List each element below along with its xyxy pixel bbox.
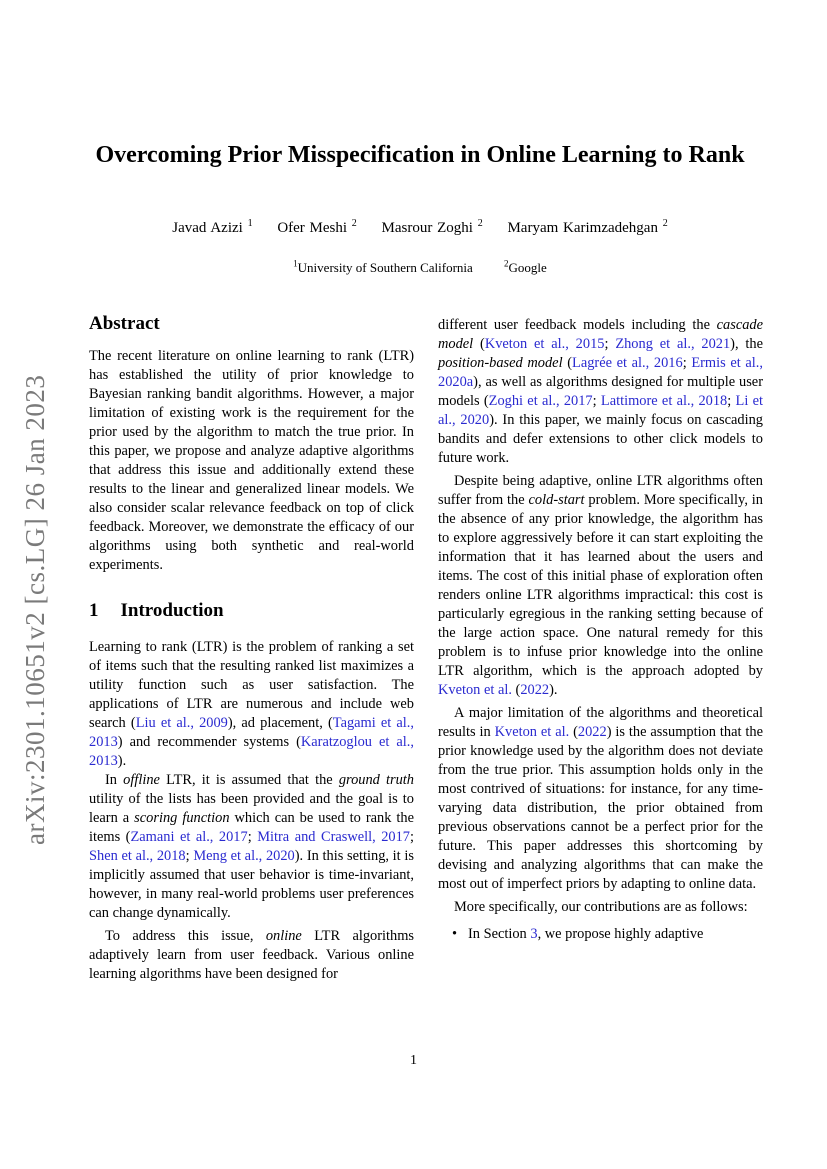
affiliation: $^2$Google	[504, 259, 547, 276]
citation-link[interactable]: Mitra and Craswell, 2017	[257, 829, 411, 845]
section-link[interactable]: 3	[530, 926, 538, 942]
affiliation-list	[90, 259, 750, 276]
body-paragraph: Despite being adaptive, online LTR algorithms often suffer from the cold-start problem. More specifically, in the absence of any prior knowledge, the algorithm has to explore aggressively before it can start exploiting the information that it has learned about the users and items. The cost of this initial phase of exploration often renders online LTR algorithms impractical: this cost is particularly egregious in the ranking setting because of the large action space. One natural remedy for this problem is to infuse prior knowledge into the online LTR algorithm, which is the approach adopted by Kveton et al. (2022).	[438, 473, 763, 698]
citation-link[interactable]: Shen et al., 2018	[89, 848, 186, 864]
citation-link[interactable]: Karatzoglou et al., 2013	[89, 734, 414, 769]
citation-link[interactable]: Lattimore et al., 2018	[600, 393, 728, 409]
intro-paragraph: In offline LTR, it is assumed that the ground truth utility of the lists has been provided and the goal is to learn a scoring function which can be used to rank the items (Zamani et al., 2017; Mitra and Craswell, 2017; Shen et al., 2018; Meng et al., 2020). In this setting, it is implicitly assumed that user behavior is time-invariant, however, in many real-world problems user preferences can change dynamically.	[89, 772, 415, 921]
page-number: 1	[410, 1053, 417, 1068]
citation-link[interactable]: Liu et al., 2009	[135, 715, 228, 731]
citation-link[interactable]: Kveton et al.	[494, 724, 570, 740]
arxiv-identifier: arXiv:2301.10651v2 [cs.LG] 26 Jan 2023	[20, 374, 50, 845]
left-column	[89, 314, 414, 984]
author: Javad Azizi $^1$	[172, 218, 253, 236]
citation-link[interactable]: Kveton et al., 2015	[484, 336, 605, 352]
contribution-bullet: • In Section 3, we propose highly adaptive	[452, 926, 704, 942]
paper-title: Overcoming Prior Misspecification in Online Learning to Rank	[95, 142, 745, 168]
body-paragraph: different user feedback models including the cascade model (Kveton et al., 2015; Zhong et al., 2021), the position-based model (Lagrée et al., 2016; Ermis et al., 2020a), as well as algorithms designed for multiple user models (Zoghi et al., 2017; Lattimore et al., 2018; Li et al., 2020). In this paper, we mainly focus on cascading bandits and defer extensions to other click models to future work.	[438, 317, 763, 466]
citation-link[interactable]: Tagami et al., 2013	[89, 715, 414, 750]
right-column	[438, 316, 763, 944]
citation-link[interactable]: Li et al., 2020	[438, 393, 763, 428]
bullet-icon: •	[452, 926, 458, 942]
author: Masrour Zoghi $^2$	[381, 218, 483, 236]
citation-link[interactable]: 2022	[520, 682, 550, 698]
intro-paragraph: To address this issue, online LTR algorithms adaptively learn from user feedback. Various online learning algorithms have been designed for	[89, 928, 415, 982]
citation-link[interactable]: Zamani et al., 2017	[130, 829, 248, 845]
intro-paragraph: Learning to rank (LTR) is the problem of ranking a set of items such that the resulting ranked list maximizes a utility function such as user satisfaction. The applications of LTR are numerous and include web search (Liu et al., 2009), ad placement, (Tagami et al., 2013) and recommender systems (Karatzoglou et al., 2013).	[89, 639, 414, 769]
abstract-heading: Abstract	[89, 313, 160, 334]
citation-link[interactable]: 2022	[577, 724, 607, 740]
citation-link[interactable]: Meng et al., 2020	[193, 848, 295, 864]
body-paragraph: More specifically, our contributions are as follows:	[454, 899, 748, 915]
citation-link[interactable]: Zhong et al., 2021	[615, 336, 731, 352]
abstract-text: The recent literature on online learning to rank (LTR) has established the utility of prior knowledge to Bayesian ranking bandit algorithms. However, a major limitation of existing work is the requirement for the prior used by the algorithm to match the true prior. In this paper, we propose and analyze adaptive algorithms that address this issue and additionally extend these results to the linear and generalized linear models. We also consider scalar relevance feedback on top of click feedback. Moreover, we demonstrate the efficacy of our algorithms using both synthetic and real-world experiments.	[89, 348, 414, 573]
citation-link[interactable]: Ermis et al., 2020a	[438, 355, 763, 390]
author: Ofer Meshi $^2$	[277, 218, 357, 236]
citation-link[interactable]: Lagrée et al., 2016	[572, 355, 683, 371]
citation-link[interactable]: Kveton et al.	[438, 682, 512, 698]
author-list	[90, 218, 750, 237]
citation-link[interactable]: Zoghi et al., 2017	[488, 393, 593, 409]
affiliation: $^1$University of Southern California	[293, 259, 473, 276]
author: Maryam Karimzadehgan $^2$	[507, 218, 668, 236]
body-paragraph: A major limitation of the algorithms and theoretical results in Kveton et al. (2022) is the assumption that the prior knowledge used by the algorithm does not deviate from the true prior. This assumption holds only in the most contrived of situations: for instance, for any time-varying data distribution, the prior obtained from previous observations cannot be a perfect prior for the future. This paper addresses this shortcoming by devising and analyzing algorithms that can make the most out of imperfect priors by adapting to online data.	[438, 705, 763, 892]
introduction-heading: 1 Introduction	[89, 600, 224, 621]
